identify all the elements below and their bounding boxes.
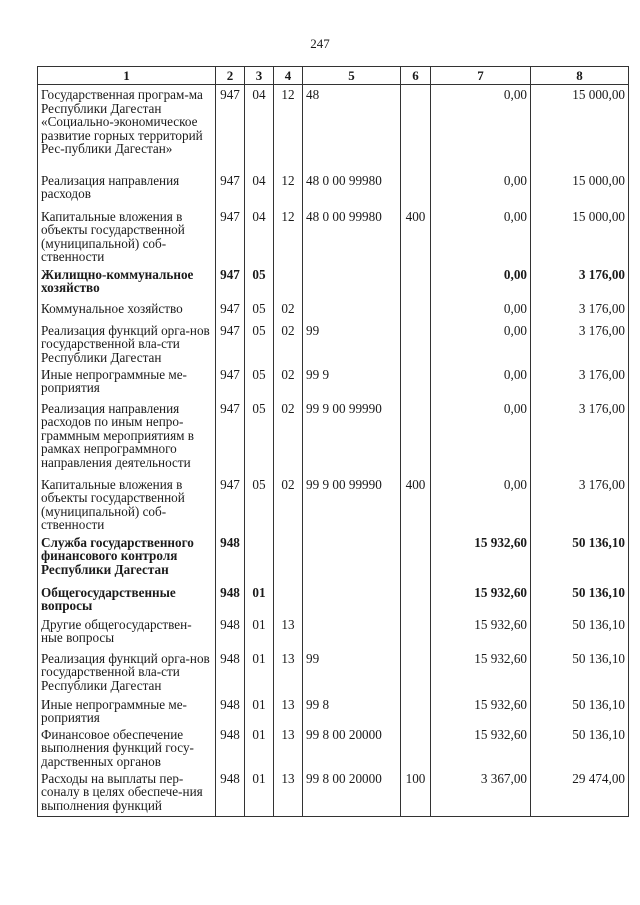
target-article-cell: 48 — [303, 85, 401, 171]
row-name-cell: Общегосударственные вопросы — [38, 583, 216, 615]
page-number: 247 — [310, 36, 330, 51]
section-code-cell: 05 — [245, 399, 274, 475]
subsection-code-cell: 13 — [274, 725, 303, 769]
amount-col7-cell: 0,00 — [431, 321, 531, 365]
row-name-cell: Государственная програм-ма Республики Дагестан «Социально-экономическое развитие горных территорий Рес-публики Дагестан» — [38, 85, 216, 171]
table-row — [38, 533, 629, 583]
target-article-cell — [303, 615, 401, 649]
amount-col7-cell: 15 932,60 — [431, 695, 531, 725]
target-article-cell: 48 0 00 99980 — [303, 207, 401, 265]
row-name-cell: Коммунальное хозяйство — [38, 299, 216, 321]
expense-type-cell: 400 — [401, 475, 431, 533]
expense-type-cell — [401, 85, 431, 171]
expense-type-cell — [401, 533, 431, 583]
subsection-code-cell: 02 — [274, 365, 303, 399]
subsection-code-cell — [274, 533, 303, 583]
section-code-cell: 04 — [245, 171, 274, 207]
header-cell: 7 — [431, 67, 531, 85]
section-code-cell: 05 — [245, 475, 274, 533]
header-cell: 3 — [245, 67, 274, 85]
table-row — [38, 475, 629, 533]
header-cell: 6 — [401, 67, 431, 85]
subsection-code-cell — [274, 265, 303, 299]
table-row — [38, 207, 629, 265]
row-name-cell: Реализация направления расходов по иным непро-граммным мероприятиям в рамках непрограммного направления деятельности — [38, 399, 216, 475]
chapter-code-cell: 947 — [216, 171, 245, 207]
amount-col7-cell: 15 932,60 — [431, 533, 531, 583]
target-article-cell: 99 8 — [303, 695, 401, 725]
table-row — [38, 321, 629, 365]
subsection-code-cell: 12 — [274, 171, 303, 207]
table-row — [38, 399, 629, 475]
section-code-cell: 01 — [245, 649, 274, 695]
chapter-code-cell: 948 — [216, 615, 245, 649]
amount-col7-cell: 15 932,60 — [431, 725, 531, 769]
chapter-code-cell: 947 — [216, 365, 245, 399]
chapter-code-cell: 948 — [216, 533, 245, 583]
header-row — [38, 67, 629, 85]
target-article-cell: 99 — [303, 649, 401, 695]
expense-type-cell: 100 — [401, 769, 431, 817]
expense-type-cell — [401, 171, 431, 207]
row-name-cell: Финансовое обеспечение выполнения функций госу-дарственных органов — [38, 725, 216, 769]
header-cell: 1 — [38, 67, 216, 85]
amount-col7-cell: 0,00 — [431, 171, 531, 207]
subsection-code-cell: 02 — [274, 299, 303, 321]
section-code-cell: 01 — [245, 583, 274, 615]
amount-col7-cell: 0,00 — [431, 207, 531, 265]
subsection-code-cell: 02 — [274, 321, 303, 365]
amount-col8-cell: 50 136,10 — [531, 695, 629, 725]
target-article-cell: 99 — [303, 321, 401, 365]
chapter-code-cell: 948 — [216, 649, 245, 695]
amount-col8-cell: 50 136,10 — [531, 649, 629, 695]
amount-col8-cell: 15 000,00 — [531, 207, 629, 265]
table-row — [38, 299, 629, 321]
chapter-code-cell: 948 — [216, 769, 245, 817]
expense-type-cell — [401, 299, 431, 321]
target-article-cell: 99 9 00 99990 — [303, 475, 401, 533]
target-article-cell — [303, 299, 401, 321]
subsection-code-cell: 13 — [274, 695, 303, 725]
subsection-code-cell: 12 — [274, 85, 303, 171]
row-name-cell: Служба государственного финансового контроля Республики Дагестан — [38, 533, 216, 583]
amount-col7-cell: 0,00 — [431, 475, 531, 533]
chapter-code-cell: 948 — [216, 583, 245, 615]
chapter-code-cell: 947 — [216, 321, 245, 365]
section-code-cell: 01 — [245, 695, 274, 725]
target-article-cell: 48 0 00 99980 — [303, 171, 401, 207]
header-cell: 5 — [303, 67, 401, 85]
amount-col8-cell: 29 474,00 — [531, 769, 629, 817]
section-code-cell: 05 — [245, 265, 274, 299]
amount-col8-cell: 3 176,00 — [531, 365, 629, 399]
table-row — [38, 769, 629, 817]
subsection-code-cell: 13 — [274, 769, 303, 817]
amount-col7-cell: 0,00 — [431, 265, 531, 299]
expense-type-cell — [401, 399, 431, 475]
expense-type-cell — [401, 725, 431, 769]
target-article-cell: 99 9 00 99990 — [303, 399, 401, 475]
table-row — [38, 695, 629, 725]
row-name-cell: Жилищно-коммунальное хозяйство — [38, 265, 216, 299]
table-row — [38, 85, 629, 171]
amount-col7-cell: 15 932,60 — [431, 583, 531, 615]
chapter-code-cell: 947 — [216, 207, 245, 265]
amount-col7-cell: 0,00 — [431, 299, 531, 321]
section-code-cell: 01 — [245, 725, 274, 769]
target-article-cell: 99 8 00 20000 — [303, 769, 401, 817]
amount-col8-cell: 15 000,00 — [531, 85, 629, 171]
amount-col7-cell: 15 932,60 — [431, 649, 531, 695]
subsection-code-cell — [274, 583, 303, 615]
amount-col8-cell: 3 176,00 — [531, 265, 629, 299]
section-code-cell: 01 — [245, 769, 274, 817]
amount-col8-cell: 50 136,10 — [531, 615, 629, 649]
expense-type-cell — [401, 649, 431, 695]
section-code-cell: 04 — [245, 85, 274, 171]
row-name-cell: Капитальные вложения в объекты государственной (муниципальной) соб-ственности — [38, 475, 216, 533]
amount-col7-cell: 0,00 — [431, 85, 531, 171]
chapter-code-cell: 947 — [216, 85, 245, 171]
row-name-cell: Другие общегосударствен-ные вопросы — [38, 615, 216, 649]
expense-type-cell — [401, 583, 431, 615]
expense-type-cell: 400 — [401, 207, 431, 265]
table-row — [38, 583, 629, 615]
amount-col8-cell: 3 176,00 — [531, 321, 629, 365]
target-article-cell: 99 9 — [303, 365, 401, 399]
row-name-cell: Иные непрограммные ме-роприятия — [38, 365, 216, 399]
expense-type-cell — [401, 365, 431, 399]
header-cell: 8 — [531, 67, 629, 85]
section-code-cell: 05 — [245, 321, 274, 365]
amount-col8-cell: 3 176,00 — [531, 475, 629, 533]
subsection-code-cell: 02 — [274, 399, 303, 475]
header-cell: 4 — [274, 67, 303, 85]
subsection-code-cell: 12 — [274, 207, 303, 265]
subsection-code-cell: 13 — [274, 649, 303, 695]
subsection-code-cell: 02 — [274, 475, 303, 533]
amount-col8-cell: 50 136,10 — [531, 725, 629, 769]
target-article-cell — [303, 265, 401, 299]
table-row — [38, 365, 629, 399]
amount-col8-cell: 15 000,00 — [531, 171, 629, 207]
header-cell: 2 — [216, 67, 245, 85]
amount-col8-cell: 3 176,00 — [531, 399, 629, 475]
table-row — [38, 171, 629, 207]
chapter-code-cell: 947 — [216, 399, 245, 475]
row-name-cell: Иные непрограммные ме-роприятия — [38, 695, 216, 725]
amount-col8-cell: 50 136,10 — [531, 583, 629, 615]
expense-type-cell — [401, 695, 431, 725]
table-row — [38, 649, 629, 695]
section-code-cell: 05 — [245, 365, 274, 399]
amount-col7-cell: 3 367,00 — [431, 769, 531, 817]
row-name-cell: Реализация функций орга-нов государственной вла-сти Республики Дагестан — [38, 649, 216, 695]
amount-col8-cell: 3 176,00 — [531, 299, 629, 321]
section-code-cell — [245, 533, 274, 583]
target-article-cell — [303, 533, 401, 583]
table-row — [38, 725, 629, 769]
chapter-code-cell: 947 — [216, 265, 245, 299]
row-name-cell: Реализация функций орга-нов государственной вла-сти Республики Дагестан — [38, 321, 216, 365]
target-article-cell — [303, 583, 401, 615]
row-name-cell: Расходы на выплаты пер-соналу в целях обеспече-ния выполнения функций — [38, 769, 216, 817]
amount-col7-cell: 0,00 — [431, 399, 531, 475]
budget-table — [37, 66, 629, 817]
amount-col8-cell: 50 136,10 — [531, 533, 629, 583]
chapter-code-cell: 948 — [216, 725, 245, 769]
target-article-cell: 99 8 00 20000 — [303, 725, 401, 769]
expense-type-cell — [401, 615, 431, 649]
row-name-cell: Капитальные вложения в объекты государственной (муниципальной) соб-ственности — [38, 207, 216, 265]
chapter-code-cell: 948 — [216, 695, 245, 725]
expense-type-cell — [401, 321, 431, 365]
subsection-code-cell: 13 — [274, 615, 303, 649]
row-name-cell: Реализация направления расходов — [38, 171, 216, 207]
section-code-cell: 05 — [245, 299, 274, 321]
chapter-code-cell: 947 — [216, 299, 245, 321]
table-row — [38, 265, 629, 299]
amount-col7-cell: 15 932,60 — [431, 615, 531, 649]
amount-col7-cell: 0,00 — [431, 365, 531, 399]
expense-type-cell — [401, 265, 431, 299]
table-row — [38, 615, 629, 649]
section-code-cell: 04 — [245, 207, 274, 265]
chapter-code-cell: 947 — [216, 475, 245, 533]
section-code-cell: 01 — [245, 615, 274, 649]
